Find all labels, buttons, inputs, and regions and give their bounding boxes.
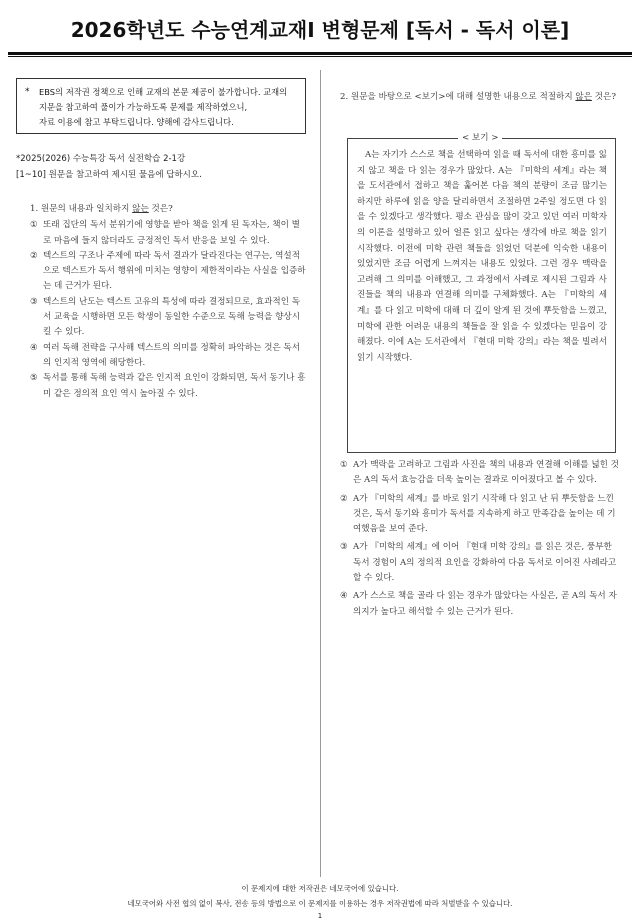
- answer-option[interactable]: [30, 218, 308, 249]
- notice-star: *: [25, 87, 30, 97]
- copyright-notice-box: [16, 78, 306, 134]
- answer-option[interactable]: [30, 295, 308, 341]
- option-number: ⑤: [30, 373, 38, 384]
- option-number: ②: [340, 493, 348, 504]
- option-text: 독서를 통해 독해 능력과 같은 인지적 요인이 강화되면, 독서 동기나 흥미 같은 정의적 요인 역시 높아질 수 있다.: [43, 373, 306, 399]
- page-number: 1: [317, 912, 323, 920]
- option-number: ④: [340, 591, 348, 602]
- notice-line: 지문을 참고하여 풀이가 가능하도록 문제를 제작하였으니,: [39, 102, 248, 112]
- answer-option[interactable]: [30, 341, 308, 372]
- question-2-options: [340, 458, 622, 623]
- option-number: ③: [340, 542, 348, 553]
- bogi-box: [347, 133, 616, 453]
- answer-option[interactable]: [340, 492, 622, 538]
- source-info: [16, 151, 316, 183]
- answer-option[interactable]: [340, 458, 622, 489]
- copyright-footer: 이 문제지에 대한 저작권은 네모국어에 있습니다.: [241, 884, 399, 893]
- legal-footer: 네모국어와 사전 협의 없이 복사, 전송 등의 방법으로 이 문제지를 이용하는 경우 저작권법에 따라 처벌받을 수 있습니다.: [127, 899, 513, 908]
- option-number: ②: [30, 250, 38, 261]
- question-1: [30, 202, 308, 402]
- notice-line: EBS의 저작권 정책으로 인해 교재의 본문 제공이 불가합니다. 교재의: [39, 87, 288, 97]
- notice-line: 자료 이용에 참고 부탁드립니다. 양해에 감사드립니다.: [39, 117, 234, 127]
- option-number: ④: [30, 342, 38, 353]
- instruction-line: [1~10] 원문을 참고하여 제시된 물음에 답하시오.: [16, 170, 202, 180]
- option-text: A가 맥락을 고려하고 그림과 사진을 책의 내용과 연결해 이해를 넓힌 것은 A의 독서 효능감을 더욱 높이는 결과로 이어졌다고 볼 수 있다.: [353, 460, 619, 486]
- option-text: 텍스트의 구조나 주제에 따라 독서 결과가 달라진다는 연구는, 역설적으로 텍스트가 독서 행위에 미치는 영향이 제한적이라는 사실을 입증하는 데 근거가 된다.: [43, 250, 306, 292]
- bogi-text: A는 자기가 스스로 책을 선택하여 읽을 때 독서에 대한 흥미를 잃지 않고 책을 다 읽는 경우가 많았다. A는 『미학의 세계』라는 책을 도서관에서 접하고 책을 훑어본 다음 책의 분량이 조금 많기는 하지만 하루에 읽을 양을 달리하면서 조절하면 2주일 정도면 다 읽을 수 있겠다고 생각했다. 평소 관심을 많이 갖고 있던 여러 미학자의 이론을 설명하고 있어 얼른 읽고 싶다는 생각에 바로 책을 읽기 시작했다. 이전에 미학 관련 책들을 읽었던 덕분에 익숙한 내용이 있었지만 조금 어렵게 느껴지는 내용도 있었다. 그런 경우 맥락을 고려해 그 의미를 이해했고, 그 과정에서 사례로 제시된 그림과 사진들을 책의 내용과 연결해 의미를 구체화했다. A는 『미학의 세계』를 다 읽고 미학에 대해 더 깊이 알게 된 것에 뿌듯함을 느꼈고, 미학에 관한 어려운 내용의 책들을 잘 읽을 수 있겠다는 믿음이 강해졌다. 이에 A는 도서관에서 『현대 미학 강의』라는 책을 빌려서 읽기 시작했다.: [357, 150, 607, 363]
- option-number: ①: [340, 460, 348, 470]
- answer-option[interactable]: [30, 371, 308, 402]
- option-text: A가 『미학의 세계』에 이어 『현대 미학 강의』를 읽은 것은, 풍부한 독서 경험이 A의 정의적 요인을 강화하여 다음 독서로 이어진 사례라고 할 수 있다.: [353, 542, 617, 584]
- question-2-stem: 2. 원문을 바탕으로 <보기>에 대해 설명한 내용으로 적절하지 않은 것은?: [340, 92, 616, 102]
- column-divider: [320, 70, 321, 877]
- option-text: 또래 집단의 독서 분위기에 영향을 받아 책을 읽게 된 독자는, 책이 별로 마음에 들지 않더라도 긍정적인 독서 반응을 보일 수 있다.: [43, 220, 300, 246]
- answer-option[interactable]: [340, 540, 622, 586]
- option-text: A가 『미학의 세계』를 바로 읽기 시작해 다 읽고 난 뒤 뿌듯함을 느낀 것은, 독서 동기와 흥미가 독서를 지속하게 하고 만족감을 높이는 데 기여했음을 보여 준다.: [353, 493, 616, 535]
- header-rule: [8, 52, 632, 57]
- option-number: ①: [30, 220, 38, 231]
- option-text: 여러 독해 전략을 구사해 텍스트의 의미를 정확히 파악하는 것은 독서의 인지적 영역에 해당한다.: [43, 342, 301, 368]
- question-2: [340, 90, 622, 105]
- stem-underline: 않은: [575, 92, 593, 102]
- option-text: A가 스스로 책을 골라 다 읽는 경우가 많았다는 사실은, 곧 A의 독서 자의지가 높다고 해석할 수 있는 근거가 된다.: [353, 591, 617, 617]
- question-1-stem: 1. 원문의 내용과 일치하지 않는 것은?: [30, 204, 173, 214]
- answer-option[interactable]: [340, 589, 622, 620]
- page-title: 2026학년도 수능연계교재Ⅰ 변형문제 [독서 - 독서 이론]: [70, 18, 570, 42]
- source-line: *2025(2026) 수능특강 독서 실전학습 2-1강: [16, 154, 186, 164]
- option-number: ③: [30, 296, 38, 307]
- bogi-label: < 보기 >: [458, 131, 502, 145]
- option-text: 텍스트의 난도는 텍스트 고유의 특성에 따라 결정되므로, 효과적인 독서 교육을 시행하면 모든 학생이 동일한 수준으로 독해 능력을 향상시킬 수 있다.: [43, 296, 301, 338]
- answer-option[interactable]: [30, 249, 308, 295]
- stem-underline: 않는: [132, 204, 149, 214]
